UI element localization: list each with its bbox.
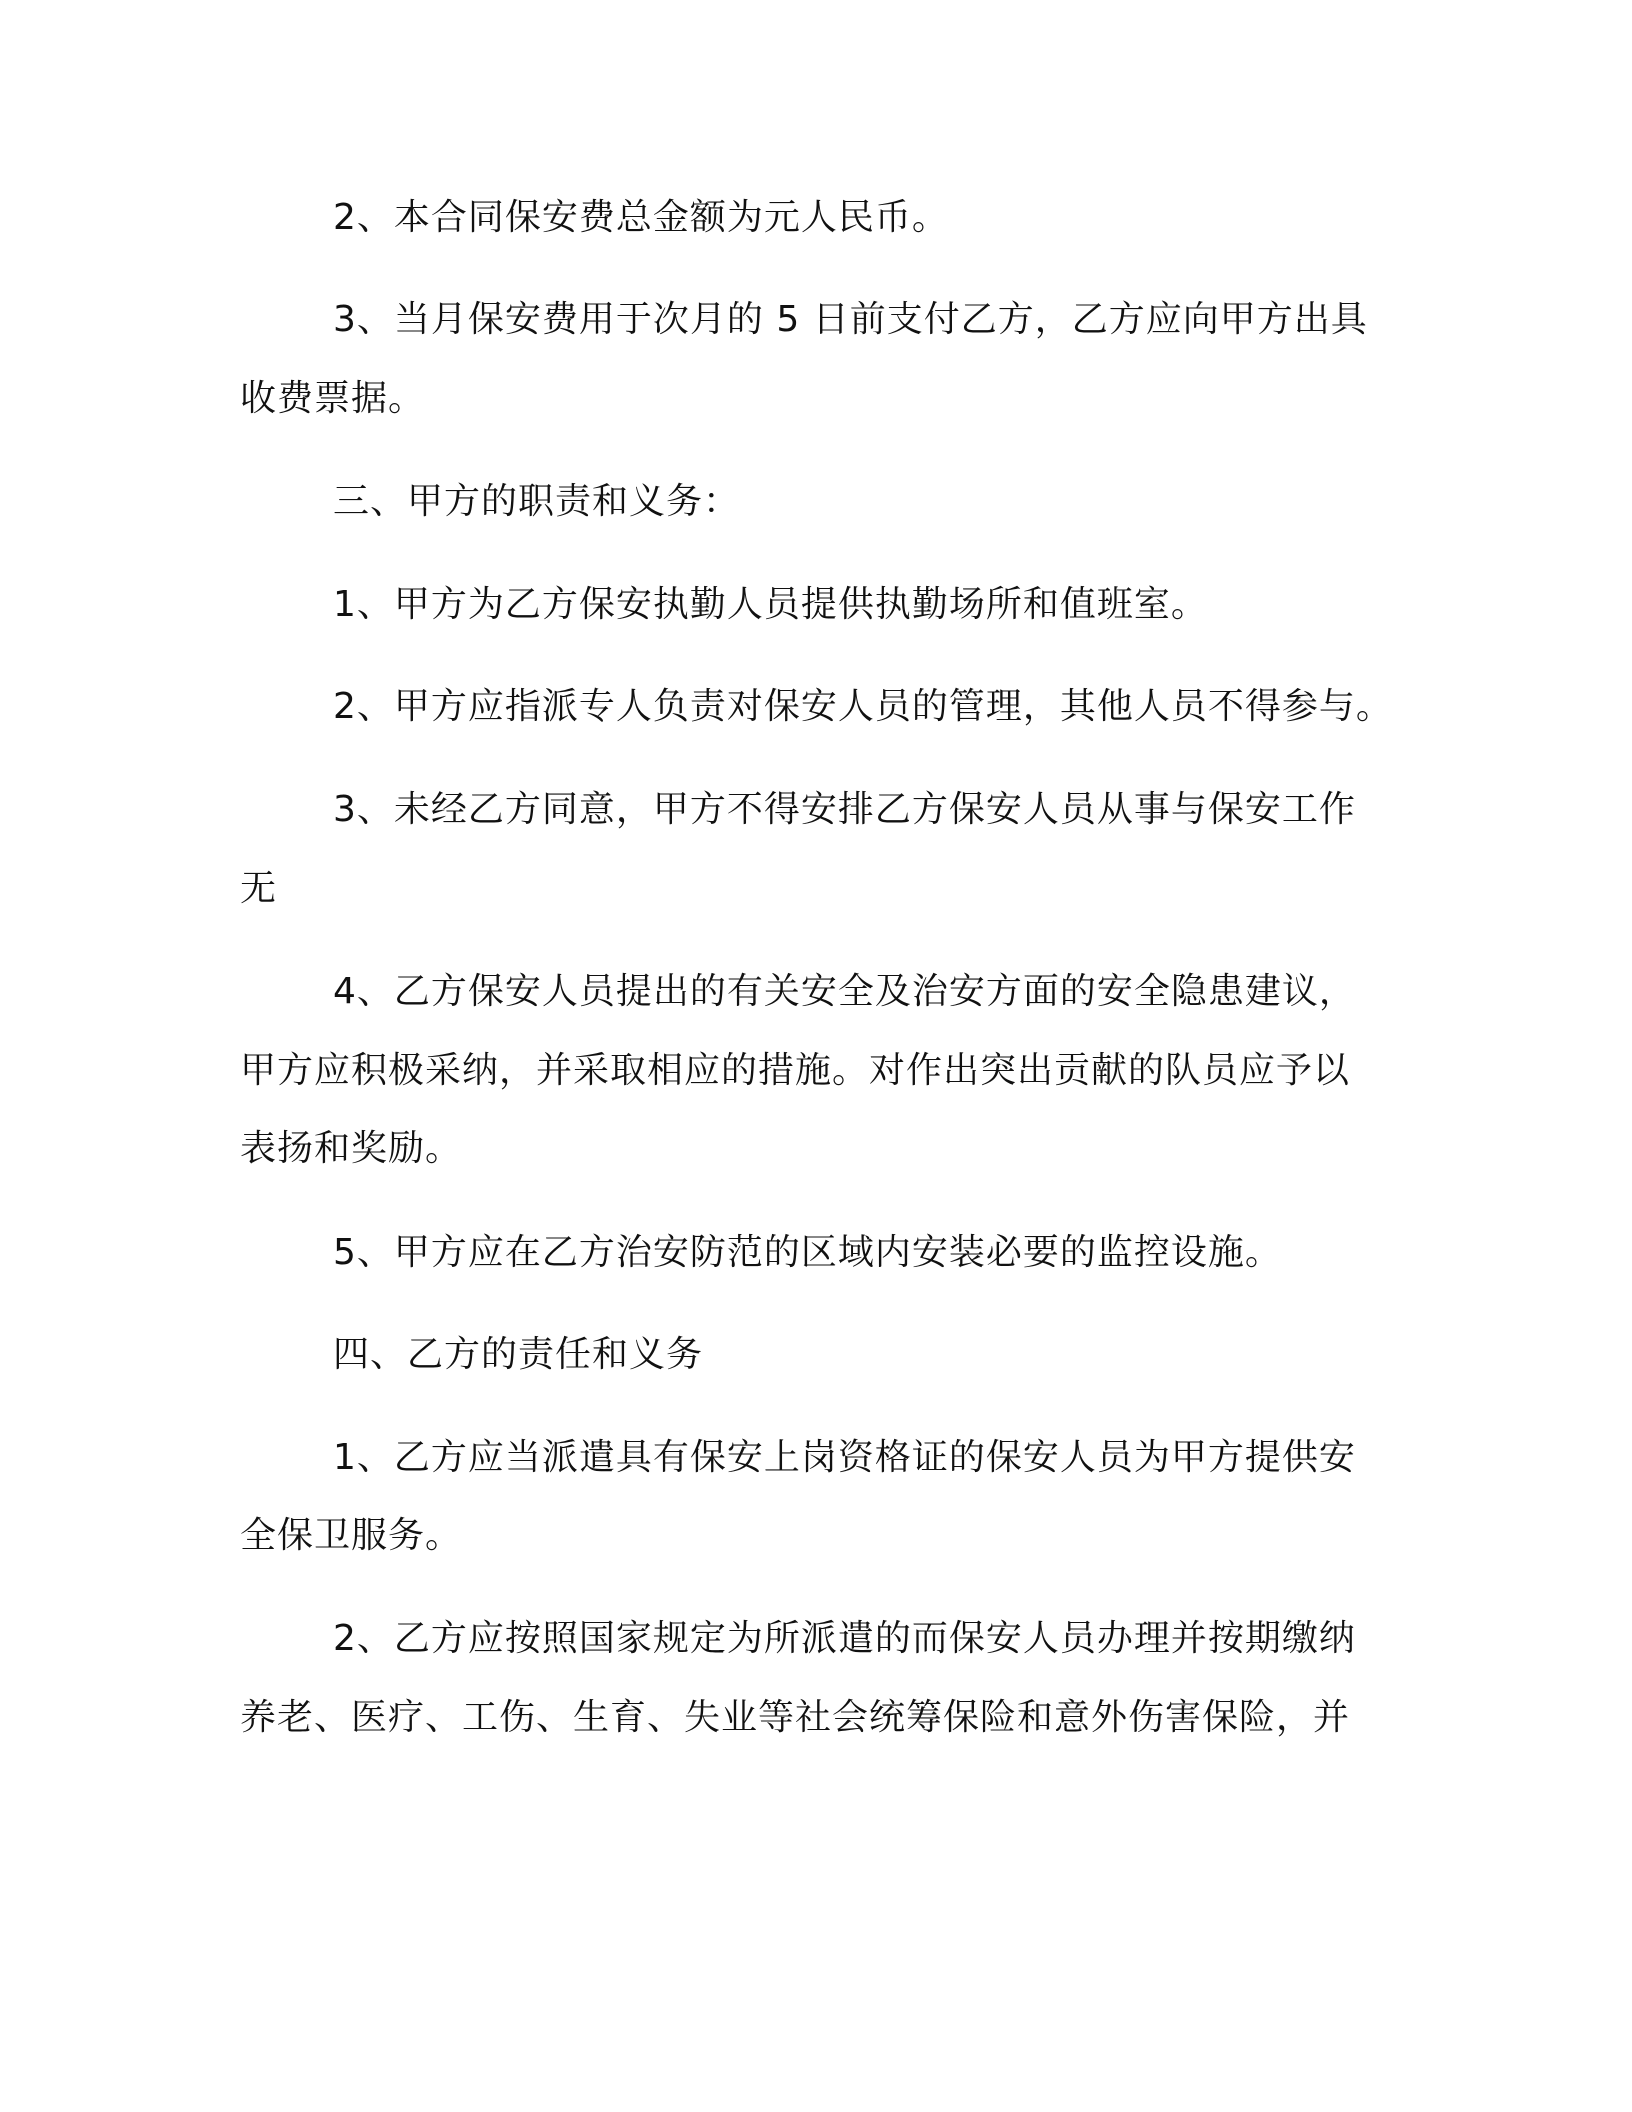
paragraph-line: 4、乙方保安人员提出的有关安全及治安方面的安全隐患建议，	[333, 971, 1356, 1012]
paragraph-line: 收费票据。	[240, 378, 426, 419]
paragraph-line: 养老、医疗、工伤、生育、失业等社会统筹保险和意外伤害保险，并	[240, 1697, 1351, 1738]
paragraph-line: 表扬和奖励。	[240, 1128, 463, 1169]
paragraph-line: 甲方应积极采纳，并采取相应的措施。对作出突出贡献的队员应予以	[240, 1050, 1351, 1091]
section-heading: 四、乙方的责任和义务	[333, 1334, 704, 1375]
paragraph-line: 2、甲方应指派专人负责对保安人员的管理，其他人员不得参与。	[333, 686, 1393, 727]
paragraph-line: 1、甲方为乙方保安执勤人员提供执勤场所和值班室。	[333, 584, 1208, 625]
paragraph-line: 全保卫服务。	[240, 1515, 463, 1556]
paragraph-line: 2、乙方应按照国家规定为所派遣的而保安人员办理并按期缴纳	[333, 1618, 1356, 1659]
paragraph-line: 1、乙方应当派遣具有保安上岗资格证的保安人员为甲方提供安	[333, 1437, 1356, 1478]
paragraph-line: 2、本合同保安费总金额为元人民币。	[333, 197, 949, 238]
section-heading: 三、甲方的职责和义务：	[333, 481, 741, 522]
paragraph-line: 3、未经乙方同意，甲方不得安排乙方保安人员从事与保安工作	[333, 789, 1356, 830]
paragraph-line: 无	[240, 868, 278, 909]
paragraph-line: 3、当月保安费用于次月的 5 日前支付乙方，乙方应向甲方出具	[333, 299, 1368, 340]
paragraph-line: 5、甲方应在乙方治安防范的区域内安装必要的监控设施。	[333, 1232, 1282, 1273]
